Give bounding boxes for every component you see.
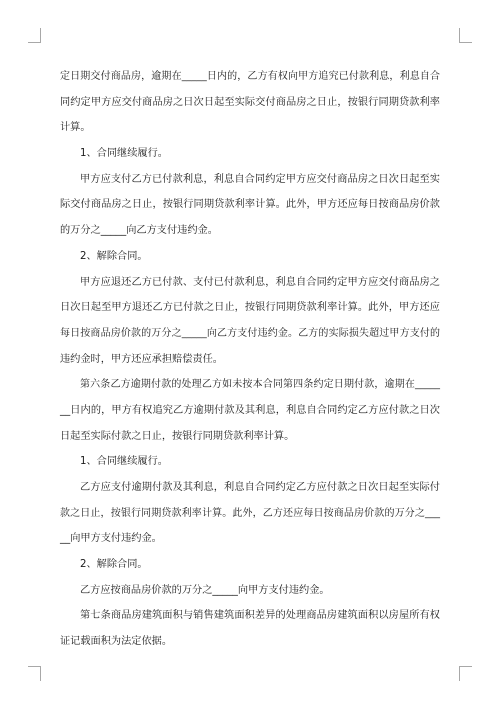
text-line: 2、解除合同。 xyxy=(80,250,148,262)
text-line: 第六条乙方逾期付款的处理乙方如未按本合同第四条约定日期付款，逾期在_____ xyxy=(80,379,440,391)
text-line: 违约金时，甲方还应承担赔偿责任。 xyxy=(60,353,223,365)
crop-mark-top-right xyxy=(459,28,472,43)
text-line: 证记载面积为法定依据。 xyxy=(60,636,173,648)
text-line: 每日按商品房价款的万分之_____向乙方支付违约金。乙方的实际损失超过甲方支付的 xyxy=(60,327,440,339)
text-line: 定日期交付商品房，逾期在_____日内的，乙方有权向甲方追究已付款利息，利息自合 xyxy=(60,71,440,82)
text-line: 甲方应退还乙方已付款、支付已付款利息，利息自合同约定甲方应交付商品房之 xyxy=(80,276,440,288)
text-line: 2、解除合同。 xyxy=(80,559,148,571)
crop-mark-top-left xyxy=(28,28,41,43)
text-line: 同约定甲方应交付商品房之日次日起至实际交付商品房之日止，按银行同期贷款利率 xyxy=(60,96,440,108)
text-line: 1、合同继续履行。 xyxy=(80,456,168,468)
text-line: 甲方应支付乙方已付款利息，利息自合同约定甲方应交付商品房之日次日起至实 xyxy=(80,173,440,185)
document-body xyxy=(60,64,440,655)
text-line: 第七条商品房建筑面积与销售建筑面积差异的处理商品房建筑面积以房屋所有权 xyxy=(80,610,440,622)
text-line: 计算。 xyxy=(60,122,91,134)
crop-mark-bottom-right xyxy=(459,666,472,681)
text-line: 的万分之_____向乙方支付违约金。 xyxy=(60,225,218,237)
text-line: 1、合同继续履行。 xyxy=(80,148,168,160)
text-line: 乙方应支付逾期付款及其利息，利息自合同约定乙方应付款之日次日起至实际付 xyxy=(80,482,440,493)
text-line: __日内的，甲方有权追究乙方逾期付款及其利息，利息自合同约定乙方应付款之日次 xyxy=(60,404,440,416)
crop-mark-bottom-left xyxy=(28,666,41,681)
text-line: 日次日起至甲方退还乙方已付款之日止，按银行同期贷款利率计算。此外，甲方还应 xyxy=(60,302,440,314)
text-line: 日起至实际付款之日止，按银行同期贷款利率计算。 xyxy=(60,430,295,442)
text-line: 款之日止，按银行同期贷款利率计算。此外，乙方还应每日按商品房价款的万分之___ xyxy=(60,507,440,519)
text-line: 际交付商品房之日止，按银行同期贷款利率计算。此外，甲方还应每日按商品房价款 xyxy=(60,199,440,211)
text-line: 乙方应按商品房价款的万分之_____向甲方支付违约金。 xyxy=(80,584,330,596)
text-line: __向甲方支付违约金。 xyxy=(60,533,162,545)
